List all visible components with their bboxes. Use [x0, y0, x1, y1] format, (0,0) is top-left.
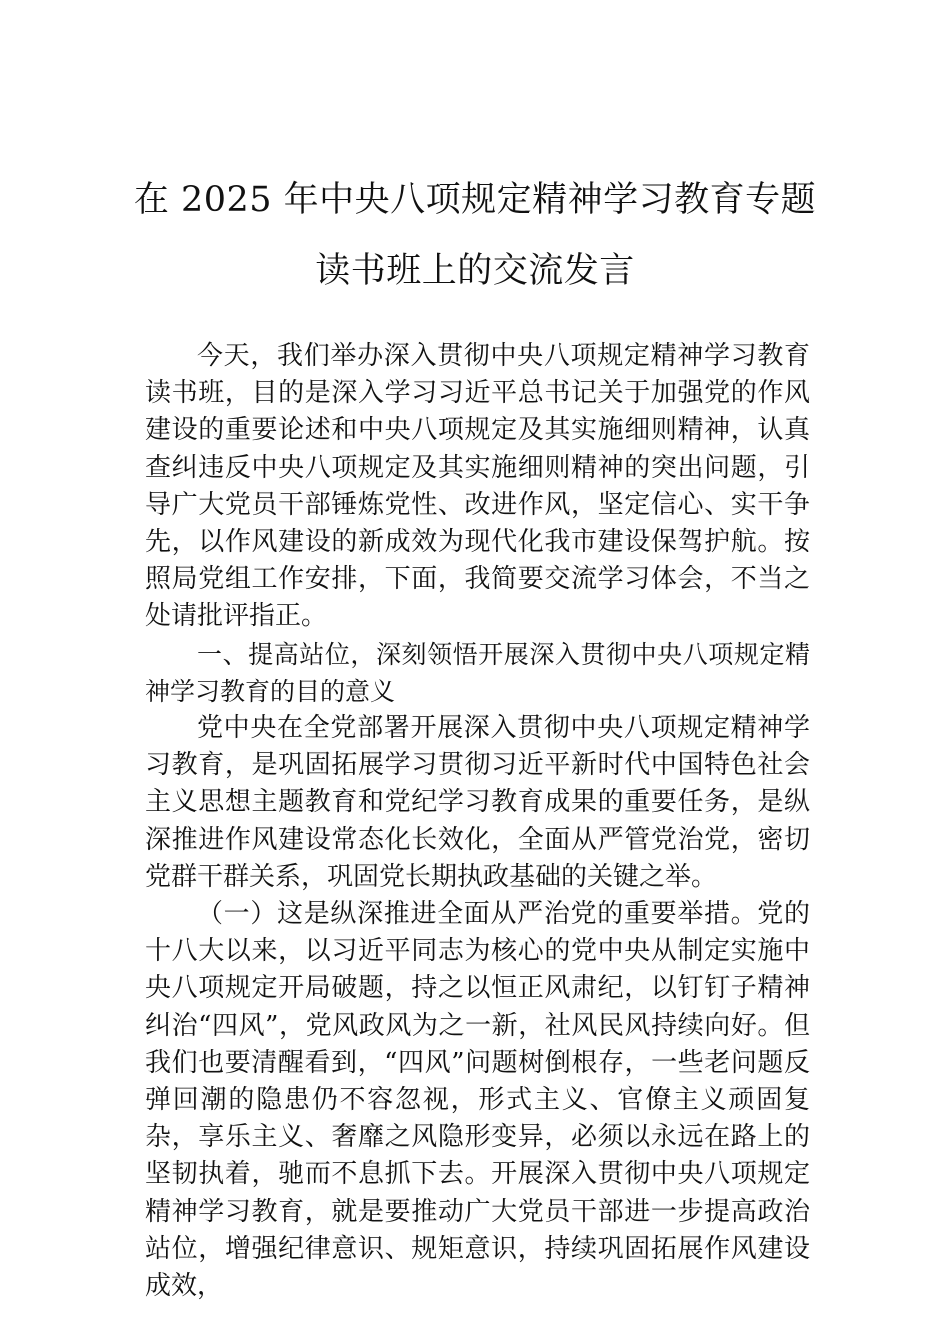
document-title-line-1: 在 2025 年中央八项规定精神学习教育专题 — [133, 180, 817, 220]
document-body — [145, 338, 810, 1305]
subsection-paragraph: （一）这是纵深推进全面从严治党的重要举措。党的十八大以来，以习近平同志为核心的党中央从制定实施中央八项规定开局破题，持之以恒正风肃纪，以钉钉子精神纠治“四风”，党风政风为之一新，社风民风持续向好。但我们也要清醒看到，“四风”问题树倒根存，一些老问题反弹回潮的隐患仍不容忽视，形式主义、官僚主义顽固复杂，享乐主义、奢靡之风隐形变异，必须以永远在路上的坚韧执着，驰而不息抓下去。开展深入贯彻中央八项规定精神学习教育，就是要推动广大党员干部进一步提高政治站位，增强纪律意识、规矩意识，持续巩固拓展作风建设成效， — [145, 899, 810, 1302]
intro-paragraph: 今天，我们举办深入贯彻中央八项规定精神学习教育读书班，目的是深入学习习近平总书记关于加强党的作风建设的重要论述和中央八项规定及其实施细则精神，认真查纠违反中央八项规定及其实施细则精神的突出问题，引导广大党员干部锤炼党性、改进作风，坚定信心、实干争先，以作风建设的新成效为现代化我市建设保驾护航。按照局党组工作安排，下面，我简要交流学习体会，不当之处请批评指正。 — [145, 341, 810, 632]
body-paragraph: 党中央在全党部署开展深入贯彻中央八项规定精神学习教育，是巩固拓展学习贯彻习近平新时代中国特色社会主义思想主题教育和党纪学习教育成果的重要任务，是纵深推进作风建设常态化长效化，全面从严管党治党，密切党群干群关系，巩固党长期执政基础的关键之举。 — [145, 713, 810, 892]
section-heading-1: 一、提高站位，深刻领悟开展深入贯彻中央八项规定精神学习教育的目的意义 — [145, 639, 810, 706]
document-title-line-2: 读书班上的交流发言 — [315, 251, 635, 291]
